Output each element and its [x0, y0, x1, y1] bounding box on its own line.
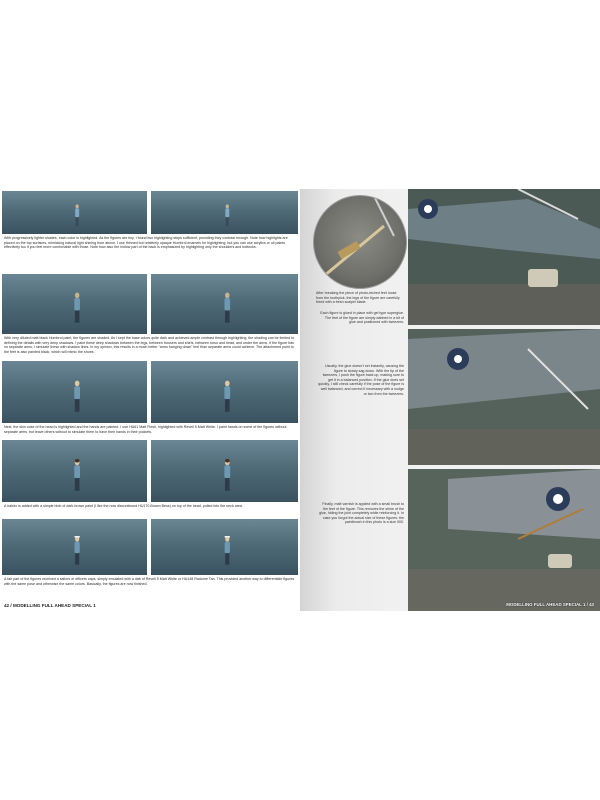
diorama-photo-1 [408, 189, 600, 325]
page-folio-right: MODELLING FULL AHEAD SPECIAL 1 / 43 [506, 602, 594, 607]
page-folio-left: 42 / MODELLING FULL AHEAD SPECIAL 1 [4, 603, 96, 608]
diorama-photo-2 [408, 329, 600, 465]
figure-icon [67, 204, 87, 228]
step-photo-3b [151, 361, 298, 423]
step-photo-1b [151, 191, 298, 234]
caption-right-1: After breaking the piece of photo-etched feet loose from the toothpick, the legs of the figure are carefully freed with a fresh scalpel blade. [316, 291, 400, 305]
figure-icon [217, 536, 238, 567]
caption-step-5: A fair part of the figures received a sailors or officers caps, simply emulated with a dab of Revell 5 Matt White or HU148 Radome Tan. This provided another way to differentiate figures with the same pose and otherwise the same colors. Basically, the figures are now finished. [4, 577, 295, 586]
aircraft-icon [408, 469, 600, 611]
caption-right-2: Each figure is glued in place with gel type superglue. The feet of the figure are simply dabbed in a bit of glue and positioned with tweezers. [320, 311, 404, 325]
step-photo-5b [151, 519, 298, 575]
caption-step-1: With progressively lighter shades, each color is highlighted. As the figures are tiny, I found two highlighting steps sufficient, providing they contrast enough. Note how highlights are placed on the top surfaces, mimicking natural light shining from above. I use thinned but relatively opaque Humbrol enamels for highlighting, but you can use acrylics or oil paints effectively too if you feel more comfortable with those. Note how also the hollow part of the back is emphasized by highlighting only the shoulders and bottocks. [4, 236, 288, 250]
figure-icon [217, 459, 238, 494]
caption-step-2: With very diluted matt black Humbrol paint, the figures are shaded. As I kept the base colors quite dark and achieved ample contrast through highlighting, the shading can be limited to defining the details with very deep shadows. I paint these deep shadows between the legs, between trousers and shirts, between torso and head, and under the arms. If the figure has no separate arms, I simulate these with shadow lines. In my opinion, this results in a much better “arms hanging down” feel than separate arms could achieve. The attachment point to the feet is also painted black, which will mimic the shoes. [4, 336, 295, 354]
left-page [0, 189, 300, 611]
caption-step-3: Next, the skin color of the head is highlighted and the hands are painted. I use HU61 Matt Flesh, highlighted with Revell 5 Matt White. I paint hands on some of the figures without separate arms, but leave others without to simulate them to have their hands in their pockets. [4, 425, 287, 434]
figure-icon [67, 459, 87, 494]
step-photo-2b [151, 274, 298, 334]
right-page [300, 189, 600, 611]
inset-photo-circle [313, 195, 407, 289]
figure-icon [67, 536, 87, 567]
step-photo-4a [2, 440, 147, 502]
caption-step-4: A hairdo is added with a simple blob of dark brown paint (I like the now discontinued HU170 Brown Bess) on top of the head, pulled into the neck area. [4, 504, 243, 508]
step-photo-2a [2, 274, 147, 334]
aircraft-icon [408, 189, 600, 325]
step-photo-4b [151, 440, 298, 502]
figure-icon [217, 380, 238, 415]
step-photo-3a [2, 361, 147, 423]
figure-icon [217, 204, 238, 228]
figure-icon [217, 292, 238, 326]
magazine-spread [0, 189, 600, 611]
diorama-photo-3 [408, 469, 600, 611]
caption-right-3: Usually, the glue doesn’t set instantly, causing the figure to slowly sag down. With the tip of the tweezers, I push the figure back up, making sure to get it in a balanced position. If the glue does set quickly, I still check carefully if the pose of the figure is well balanced, and correct if necessary with a nudge or two from the tweezers. [318, 364, 404, 396]
figure-icon [67, 380, 87, 415]
tweezers-icon [314, 196, 406, 288]
aircraft-icon [408, 329, 600, 465]
step-photo-1a [2, 191, 147, 234]
caption-right-4: Finally, matt varnish is applied with a small brush to the feet of the figure. This removes the shine of the glue, hiding the joint completely while reinforcing it. In case you forgot the actual size of these figures: the paintbrush in this photo is a size 000. [319, 502, 404, 525]
step-photo-5a [2, 519, 147, 575]
figure-icon [67, 292, 87, 326]
